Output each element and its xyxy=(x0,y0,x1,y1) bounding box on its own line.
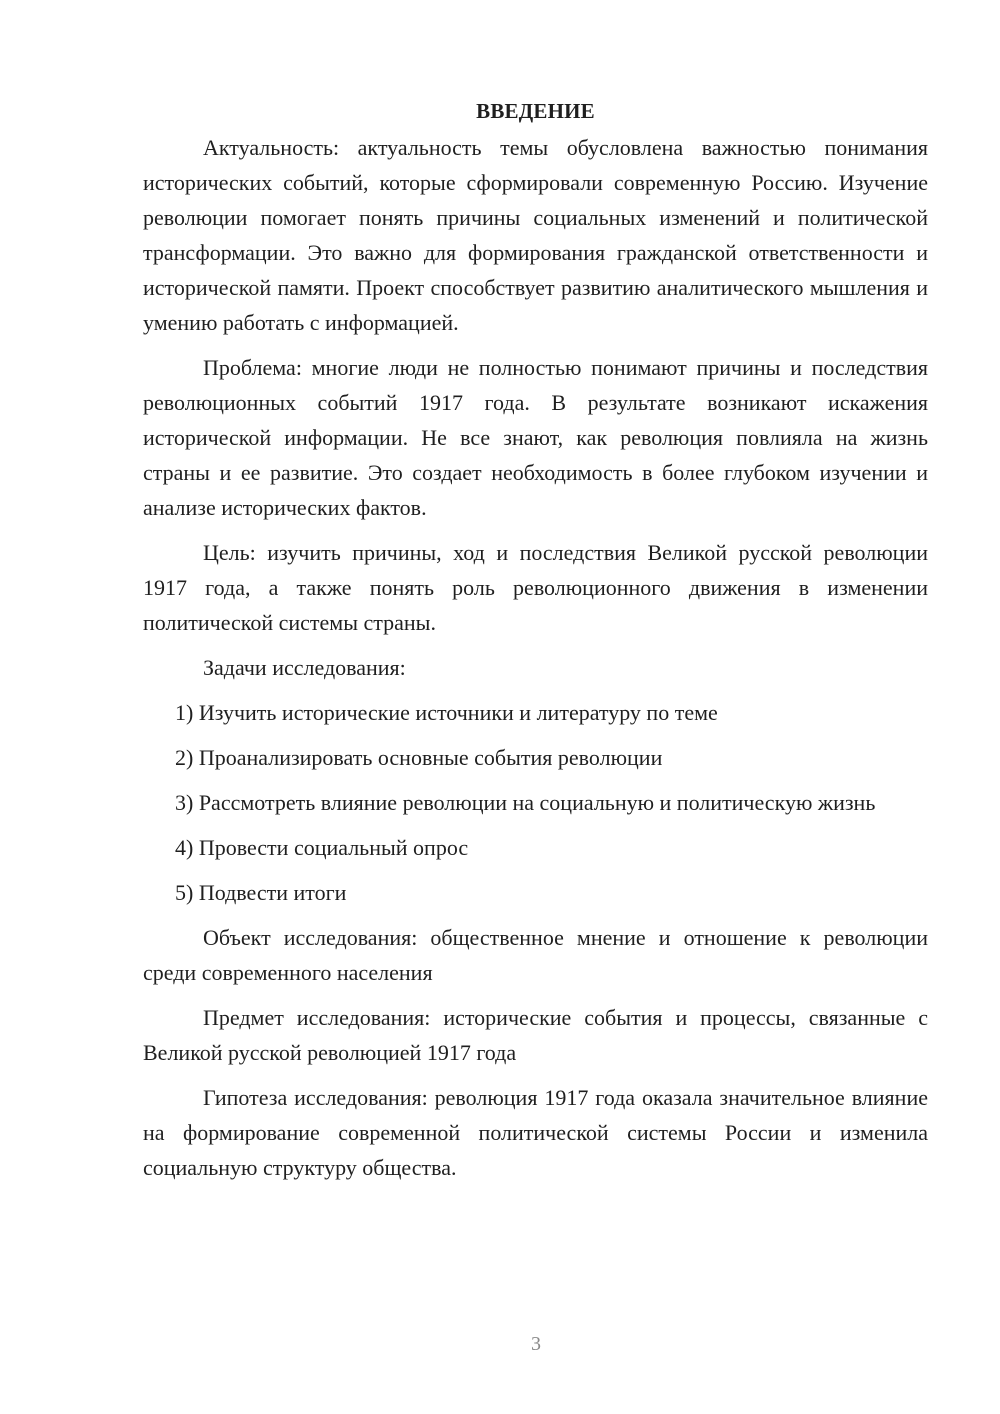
problem-paragraph: Проблема: многие люди не полностью понимают причины и последствия революционных событий 1917 года. В результате возникают искажения исторической информации. Не все знают, как революция повлияла на жизнь страны и ее развитие. Это создает необходимость в более глубоком изучении и анализе исторических фактов. xyxy=(143,355,928,520)
task-item-4: 4) Провести социальный опрос xyxy=(175,835,469,860)
goal-paragraph: Цель: изучить причины, ход и последствия Великой русской революции 1917 года, а также понять роль революционного движения в изменении политической системы страны. xyxy=(143,540,928,635)
task-item-3: 3) Рассмотреть влияние революции на социальную и политическую жизнь xyxy=(175,790,876,815)
page-content xyxy=(143,96,928,1195)
task-item-5: 5) Подвести итоги xyxy=(175,880,347,905)
page-title: ВВЕДЕНИЕ xyxy=(476,99,595,123)
task-item-2: 2) Проанализировать основные события революции xyxy=(175,745,663,770)
tasks-heading: Задачи исследования: xyxy=(203,655,406,680)
relevance-paragraph: Актуальность: актуальность темы обусловлена важностью понимания исторических событий, которые сформировали современную Россию. Изучение революции помогает понять причины социальных изменений и политической трансформации. Это важно для формирования гражданской ответственности и исторической памяти. Проект способствует развитию аналитического мышления и умению работать с информацией. xyxy=(143,135,928,335)
page-number: 3 xyxy=(531,1333,541,1355)
subject-paragraph: Предмет исследования: исторические события и процессы, связанные с Великой русской революцией 1917 года xyxy=(143,1005,928,1065)
hypothesis-paragraph: Гипотеза исследования: революция 1917 года оказала значительное влияние на формирование современной политической системы России и изменила социальную структуру общества. xyxy=(143,1085,928,1180)
object-paragraph: Объект исследования: общественное мнение и отношение к революции среди современного населения xyxy=(143,925,928,985)
task-item-1: 1) Изучить исторические источники и литературу по теме xyxy=(175,700,718,725)
